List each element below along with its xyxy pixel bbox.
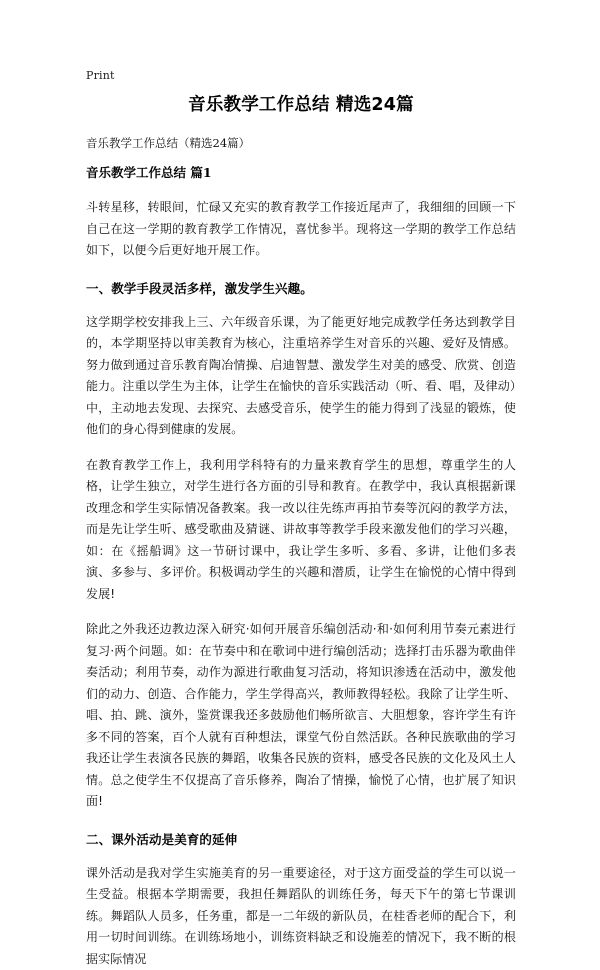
section-2-paragraph-1: 课外活动是我对学生实施美育的另一重要途径，对于这方面受益的学生可以说一生受益。根据本学期需要，我担任舞蹈队的训练任务，每天下午的第七节课训练。舞蹈队人员多，任务重，都是一二年级的新队员，在桂香老师的配合下，利用一切时间训练。在训练场地小，训练资料缺乏和设施差的情况下，我不断的根据实际情况 bbox=[86, 863, 516, 970]
section-1-paragraph-3: 除此之外我还边教边深入研究·如何开展音乐编创活动·和·如何利用节奏元素进行复习·两个问题。如：在节奏中和在歌词中进行编创活动；选择打击乐器为歌曲伴奏活动；利用节奏，动作为源进行歌曲复习活动，将知识渗透在活动中，激发他们的动力、创造、合作能力，学生学得高兴，教师教得轻松。我除了让学生听、唱、拍、跳、演外，鉴赏课我还多鼓励他们畅所欲言、大胆想象，容许学生有许多不同的答案，百个人就有百种想法，课堂气份自然活跃。各种民族歌曲的学习我还让学生表演各民族的舞蹈，收集各民族的资料，感受各民族的文化及风土人情。总之使学生不仅提高了音乐修养，陶冶了情操，愉悦了心情，也扩展了知识面! bbox=[86, 619, 516, 813]
document-subtitle: 音乐教学工作总结（精选24篇） bbox=[86, 134, 516, 152]
section-1-paragraph-1: 这学期学校安排我上三、六年级音乐课，为了能更好地完成教学任务达到教学目的，本学期坚持以审美教育为核心，注重培养学生对音乐的兴趣、爱好及情感。努力做到通过音乐教育陶冶情操、启迪智慧、激发学生对美的感受、欣赏、创造能力。注重以学生为主体，让学生在愉快的音乐实践活动（听、看、唱，及律动）中，主动地去发现、去探究、去感受音乐，使学生的能力得到了浅显的锻炼，使他们的身心得到健康的发展。 bbox=[86, 312, 516, 441]
document-content bbox=[86, 92, 516, 970]
section-heading-2: 二、课外活动是美育的延伸 bbox=[86, 830, 516, 849]
article-heading: 音乐教学工作总结 篇1 bbox=[86, 164, 516, 182]
print-link[interactable]: Print bbox=[86, 69, 115, 82]
section-heading-1: 一、教学手段灵活多样，激发学生兴趣。 bbox=[86, 279, 516, 298]
page-title: 音乐教学工作总结 精选24篇 bbox=[86, 92, 516, 118]
intro-paragraph: 斗转星移，转眼间，忙碌又充实的教育教学工作接近尾声了，我细细的回顾一下自己在这一学期的教育教学工作情况，喜忧参半。现将这一学期的教学工作总结如下，以便今后更好地开展工作。 bbox=[86, 197, 516, 262]
section-1-paragraph-2: 在教育教学工作上，我利用学科特有的力量来教育学生的思想，尊重学生的人格，让学生独立，对学生进行各方面的引导和教育。在教学中，我认真根据新课改理念和学生实际情况备教案。我一改以往先练声再拍节奏等沉闷的教学方法，而是先让学生听、感受歌曲及猜谜、讲故事等教学手段来激发他们的学习兴趣，如：在《摇船调》这一节研讨课中，我让学生多听、多看、多讲，让他们多表演、多参与、多评价。积极调动学生的兴趣和潜质，让学生在愉悦的心情中得到发展! bbox=[86, 455, 516, 606]
